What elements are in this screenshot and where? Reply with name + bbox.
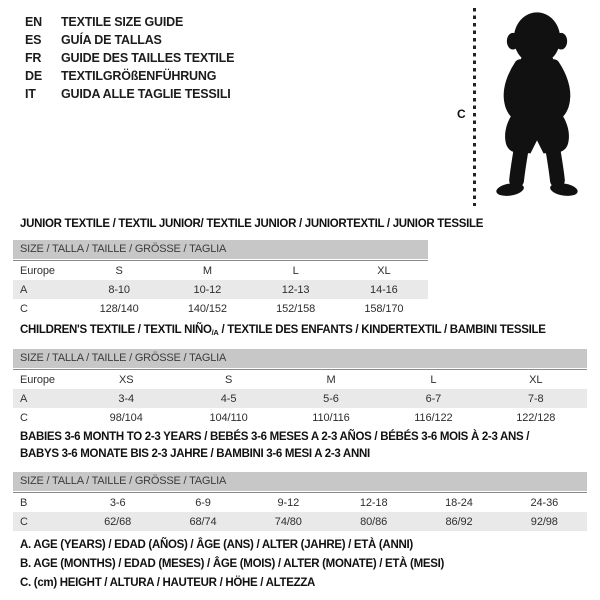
table-cell: S [177,370,279,390]
table-cell: 68/74 [189,515,217,528]
language-row [25,13,234,31]
junior-table-grid [13,260,428,318]
language-title: GUIDA ALLE TAGLIE TESSILI [61,87,231,101]
table-row [13,493,587,513]
height-measure-dotted-line [473,8,476,206]
table-cell: 12-13 [281,283,310,296]
toddler-silhouette-icon [486,7,588,207]
table-cell: 9-12 [246,493,331,513]
table-cell: 62/68 [104,515,132,528]
size-header-bar: SIZE / TALLA / TAILLE / GRÖSSE / TAGLIA [13,472,587,492]
table-cell: 158/170 [364,302,404,315]
language-code: DE [25,69,42,83]
row-label: Europe [13,261,75,281]
children-heading-subscript: /A [211,328,219,337]
table-cell: 24-36 [502,493,587,513]
language-row [25,49,234,67]
table-row [13,389,587,408]
language-row [25,85,234,103]
footnote-age-years: A. AGE (YEARS) / EDAD (AÑOS) / ÂGE (ANS) / ALTER (JAHRE) / ETÀ (ANNI) [20,539,413,551]
table-cell: L [252,261,340,281]
babies-size-table [13,472,587,531]
table-row [13,261,428,281]
babies-table-grid [13,492,587,531]
table-cell: 80/86 [360,515,388,528]
junior-size-table [13,240,428,318]
table-cell: 110/116 [312,411,350,424]
table-cell: 152/158 [276,302,316,315]
table-cell: 3-6 [75,493,160,513]
language-row [25,67,234,85]
row-label: C [20,302,28,315]
table-row [13,280,428,299]
row-label: A [20,283,28,296]
table-cell: XL [340,261,428,281]
language-title: GUÍA DE TALLAS [61,33,162,47]
table-cell: XL [485,370,587,390]
toddler-figure [448,5,598,210]
table-cell: 128/140 [99,302,139,315]
table-cell: 116/122 [414,411,453,424]
table-cell: 3-4 [118,392,134,405]
table-cell: 6-7 [425,392,442,405]
language-title: TEXTILE SIZE GUIDE [61,15,184,29]
language-code: EN [25,15,42,29]
row-label: Europe [13,370,75,390]
junior-section-heading: JUNIOR TEXTILE / TEXTIL JUNIOR/ TEXTILE JUNIOR / JUNIORTEXTIL / JUNIOR TESSILE [20,218,484,230]
table-cell: 140/152 [187,302,227,315]
children-heading-rest: / TEXTILE DES ENFANTS / KINDERTEXTIL / BAMBINI TESSILE [218,324,546,336]
babies-heading-line2: BABYS 3-6 MONATE BIS 2-3 JAHRE / BAMBINI 3-6 MESI A 2-3 ANNI [20,448,370,460]
babies-heading-line1: BABIES 3-6 MONTH TO 2-3 YEARS / BEBÉS 3-6 MESES A 2-3 AÑOS / BÉBÉS 3-6 MOIS À 2-3 ANS / [20,431,530,443]
table-cell: 8-10 [108,283,130,296]
table-cell: 18-24 [416,493,501,513]
table-cell: 98/104 [109,411,143,424]
table-cell: M [280,370,382,390]
table-cell: 4-5 [220,392,237,405]
table-cell: 10-12 [193,283,222,296]
table-cell: 12-18 [331,493,416,513]
table-cell: 6-9 [160,493,245,513]
size-header-bar: SIZE / TALLA / TAILLE / GRÖSSE / TAGLIA [13,349,587,369]
language-code: FR [25,51,42,65]
children-table-grid [13,369,587,427]
language-title-list [25,13,234,103]
table-row [13,512,587,531]
table-cell: L [382,370,484,390]
language-row [25,31,234,49]
table-cell: 86/92 [445,515,473,528]
row-label: B [13,493,75,513]
table-cell: 122/128 [516,411,556,424]
table-cell: 7-8 [527,392,544,405]
children-section-heading [20,323,546,340]
size-header-bar: SIZE / TALLA / TAILLE / GRÖSSE / TAGLIA [13,240,428,260]
footnote-legend [20,536,444,593]
children-heading-main: CHILDREN'S TEXTILE / TEXTIL NIÑO [20,324,212,336]
table-row [13,299,428,318]
table-row [13,408,587,427]
children-size-table [13,349,587,427]
footnote-height-cm: C. (cm) HEIGHT / ALTURA / HAUTEUR / HÖHE / ALTEZZA [20,577,316,589]
row-label: C [20,515,28,528]
babies-section-heading [20,429,529,463]
language-title: TEXTILGRÖßENFÜHRUNG [61,69,217,83]
table-cell: XS [75,370,177,390]
row-label: A [20,392,28,405]
language-code: IT [25,87,36,101]
table-cell: 74/80 [274,515,302,528]
table-cell: 92/98 [530,515,558,528]
language-code: ES [25,33,42,47]
footnote-age-months: B. AGE (MONTHS) / EDAD (MESES) / ÂGE (MOIS) / ALTER (MONATE) / ETÀ (MESI) [20,558,445,570]
table-cell: 5-6 [323,392,339,405]
table-cell: 14-16 [370,283,398,296]
table-row [13,370,587,390]
row-label: C [20,411,28,424]
table-cell: M [163,261,251,281]
table-cell: 104/110 [209,411,248,424]
language-title: GUIDE DES TAILLES TEXTILE [61,51,235,65]
table-cell: S [75,261,163,281]
height-measure-label: C [457,107,466,121]
